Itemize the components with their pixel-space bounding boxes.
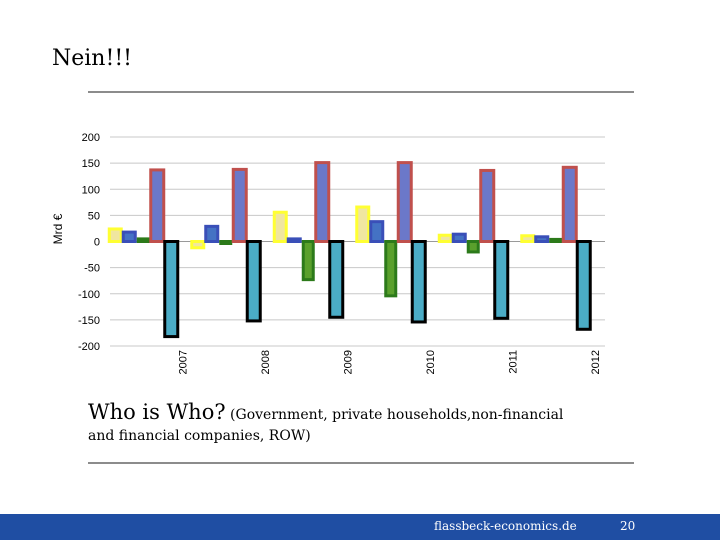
caption xyxy=(88,400,648,445)
bar xyxy=(577,242,590,330)
y-tick-label: -150 xyxy=(77,314,100,327)
y-tick-label: 100 xyxy=(81,184,100,197)
bar xyxy=(536,237,548,242)
bar xyxy=(288,239,300,242)
bar xyxy=(247,242,260,321)
y-tick-label: 0 xyxy=(93,236,100,249)
bar xyxy=(439,235,451,241)
bar xyxy=(412,242,425,322)
x-tick-label: 2010 xyxy=(425,350,437,375)
bar xyxy=(316,163,329,242)
x-tick-label: 2012 xyxy=(590,350,602,375)
caption-detail-1: (Government, private households,non-financial xyxy=(225,407,564,423)
y-tick-label: 150 xyxy=(81,158,100,171)
x-tick-label: 2007 xyxy=(177,350,190,375)
y-tick-label: -100 xyxy=(77,288,100,301)
bar xyxy=(468,242,478,252)
bar xyxy=(123,232,135,241)
bar xyxy=(371,222,383,242)
x-tick-label: 2008 xyxy=(260,350,272,375)
bars xyxy=(109,163,590,337)
bar xyxy=(551,239,561,241)
footer-bar xyxy=(0,514,720,540)
y-tick-label: -50 xyxy=(84,262,100,275)
caption-detail-2: and financial companies, ROW) xyxy=(88,428,311,445)
bar xyxy=(522,236,534,242)
caption-main: Who is Who? xyxy=(88,400,226,424)
y-tick-label: -200 xyxy=(77,341,100,353)
x-tick-labels xyxy=(178,350,603,374)
y-tick-label: 50 xyxy=(87,210,100,223)
bar xyxy=(303,242,313,280)
y-axis-label: Mrd € xyxy=(51,213,65,245)
bar xyxy=(221,242,231,244)
caption-divider xyxy=(88,462,634,464)
page-number: 20 xyxy=(620,519,636,533)
bar xyxy=(165,242,178,337)
x-tick-label: 2011 xyxy=(507,350,520,374)
bar xyxy=(495,242,508,319)
slide-title: Nein!!! xyxy=(52,46,132,71)
y-tick-label: 200 xyxy=(81,132,100,144)
bar xyxy=(453,234,465,241)
bar xyxy=(330,242,343,318)
bar xyxy=(563,167,576,241)
bar xyxy=(233,169,246,241)
y-tick-labels xyxy=(78,132,100,353)
bar xyxy=(138,239,148,242)
bar xyxy=(109,229,121,242)
bar xyxy=(274,212,286,241)
bar xyxy=(192,242,204,248)
footer-site: flassbeck-economics.de xyxy=(434,519,577,533)
bar xyxy=(386,242,396,296)
bar xyxy=(398,163,411,242)
bar xyxy=(151,170,164,242)
x-tick-label: 2009 xyxy=(342,350,355,375)
bar xyxy=(357,207,369,241)
bar xyxy=(481,170,494,241)
bar xyxy=(206,226,218,241)
